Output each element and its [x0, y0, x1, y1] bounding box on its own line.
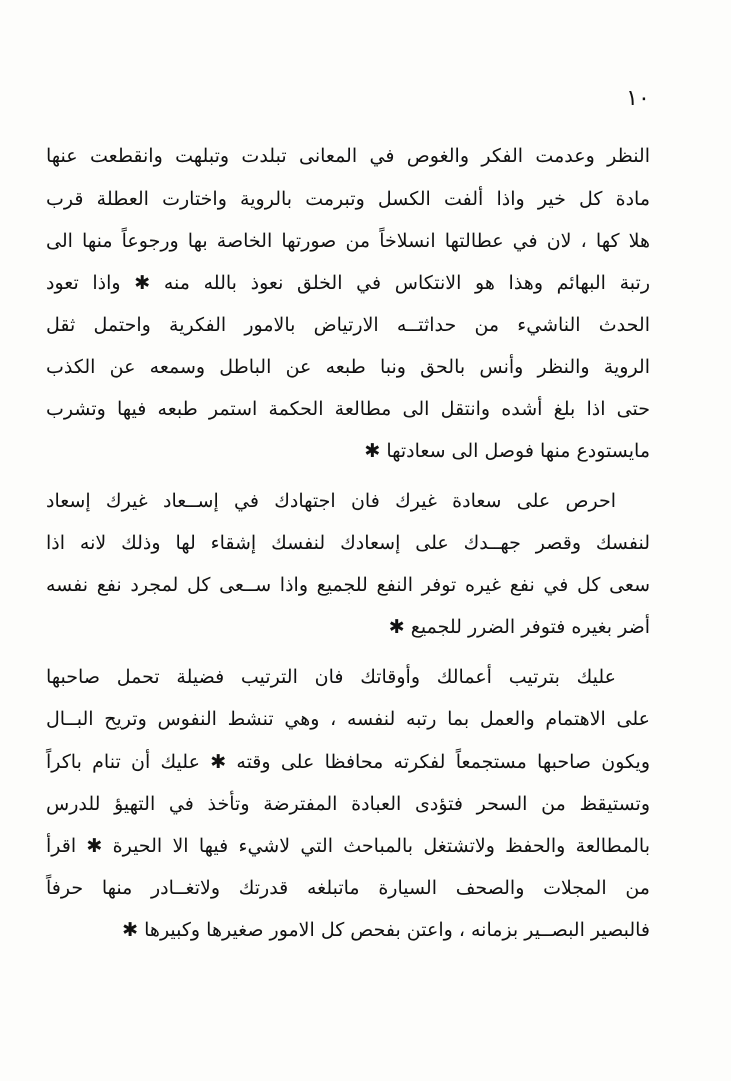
- page-number: ١٠: [626, 86, 650, 111]
- text-line: الحدث الناشيء من حداثتــه الارتياض بالامور الفكرية واحتمل ثقل: [46, 314, 650, 336]
- text-line: حتى اذا بلغ أشده وانتقل الى مطالعة الحكمة استمر طبعه فيها وتشرب: [46, 398, 650, 420]
- text-line: بالمطالعة والحفظ ولاتشتغل بالمباحث التي لاشيء فيها الا الحيرة ✱ اقرأ: [46, 835, 650, 857]
- text-line: عليك بترتيب أعمالك وأوقاتك فان الترتيب فضيلة تحمل صاحبها: [46, 666, 616, 688]
- text-line: من المجلات والصحف السيارة ماتبلغه قدرتك ولاتغــادر منها حرفاً: [46, 877, 650, 899]
- text-line: مايستودع منها فوصل الى سعادتها ✱: [364, 440, 650, 462]
- text-line: فالبصير البصــير بزمانه ، واعتن بفحص كل الامور صغيرها وكبيرها ✱: [122, 919, 650, 941]
- text-line: على الاهتمام والعمل بما رتبه لنفسه ، وهي تنشط النفوس وتريح البــال: [46, 708, 650, 730]
- text-line: ويكون صاحبها مستجمعاً لفكرته محافظا على وقته ✱ عليك أن تنام باكراً: [46, 751, 650, 773]
- text-line: هلا كها ، لان في عطالتها انسلاخاً من صورتها الخاصة بها ورجوعاً منها الى: [46, 230, 650, 252]
- text-line: أضر بغيره فتوفر الضرر للجميع ✱: [388, 616, 650, 638]
- text-line: سعى كل في نفع غيره توفر النفع للجميع واذا ســعى كل لمجرد نفع نفسه: [46, 574, 650, 596]
- text-line: النظر وعدمت الفكر والغوص في المعانى تبلدت وتبلهت وانقطعت عنها: [46, 145, 650, 167]
- text-line: مادة كل خير واذا ألفت الكسل وتبرمت بالروية واختارت العطلة قرب: [46, 188, 650, 210]
- text-line: احرص على سعادة غيرك فان اجتهادك في إســعاد غيرك إسعاد: [46, 490, 616, 512]
- text-line: لنفسك وقصر جهــدك على إسعادك لنفسك إشقاء لها وذلك لانه اذا: [46, 532, 650, 554]
- text-line: وتستيقظ من السحر فتؤدى العبادة المفترضة وتأخذ في التهيؤ للدرس: [46, 793, 650, 815]
- text-line: رتبة البهائم وهذا هو الانتكاس في الخلق نعوذ بالله منه ✱ واذا تعود: [46, 272, 650, 294]
- text-line: الروية والنظر وأنس بالحق ونبا طبعه عن الباطل وسمعه عن الكذب: [46, 356, 650, 378]
